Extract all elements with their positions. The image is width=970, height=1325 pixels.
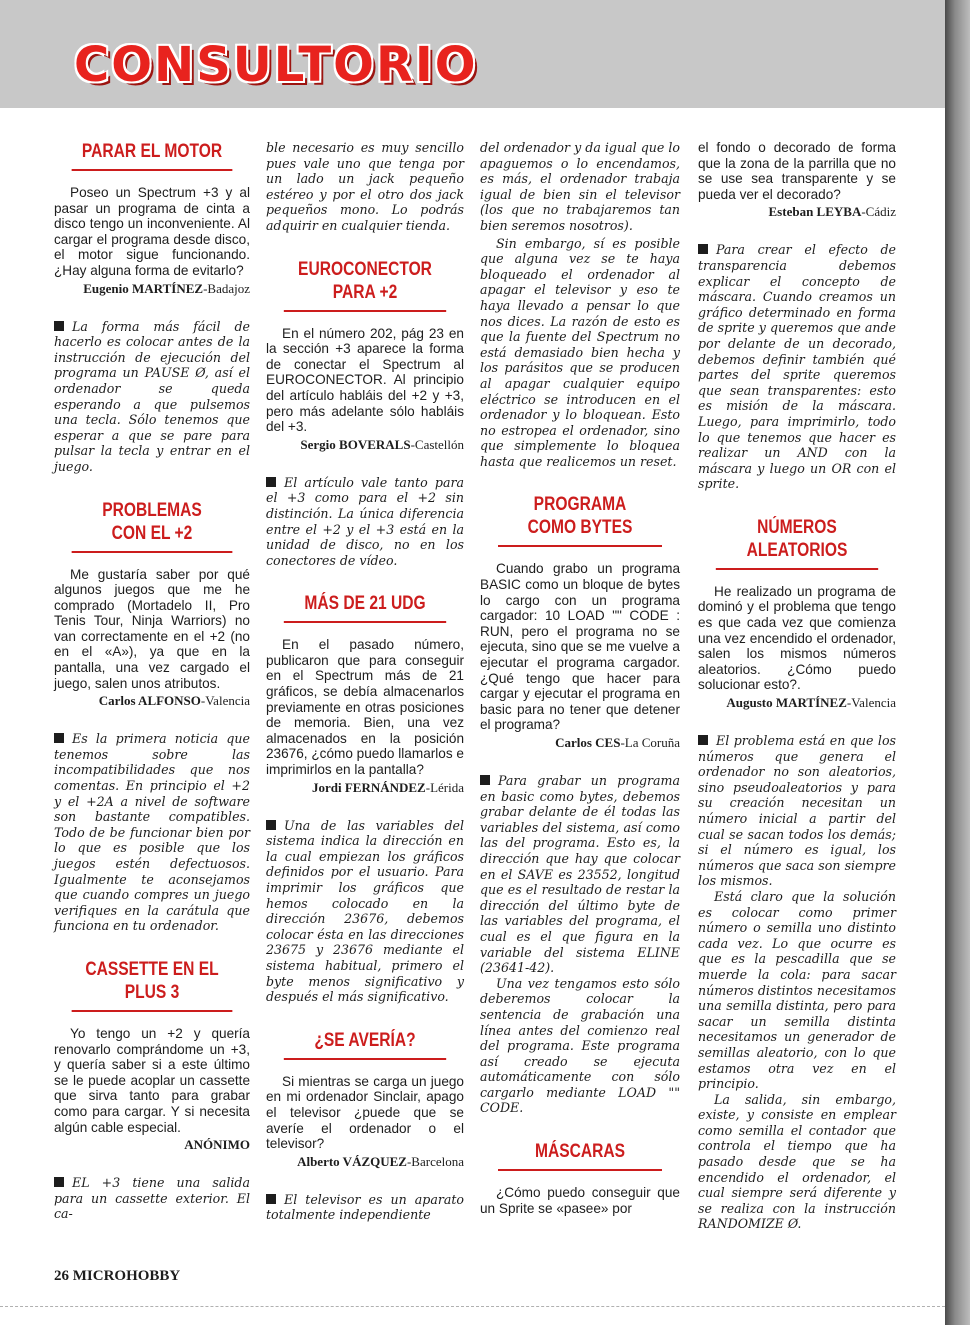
column-4	[698, 140, 896, 1256]
bullet-square-icon	[54, 1177, 64, 1187]
signature: Esteban LEYBA-Cádiz	[768, 204, 896, 220]
signature: Carlos CES-La Coruña	[555, 735, 680, 750]
signature: Carlos ALFONSO-Valencia	[98, 693, 250, 709]
signature: Eugenio MARTÍNEZ-Badajoz	[83, 280, 250, 296]
heading-mascaras: MÁSCARAS	[498, 1140, 662, 1171]
heading-problemas-con-el-2: PROBLEMAS CON EL +2	[72, 499, 233, 553]
column-1	[54, 140, 250, 1246]
answer-text: Para crear el efecto de transparencia debemos explicar el concepto de máscara. Cuando creamos un gráfico determinado en forma de sprite y queremos que ande por delante de un decorado, debemos definir también qué partes del sprite queremos que sean transparentes: esto es misión de la máscara. Luego, para imprimirlo, todo lo que tenemos que hacer es realizar un AND con la máscara y luego un OR con el sprite.	[698, 242, 896, 492]
heading-euroconector-para-2: EUROCONECTOR PARA +2	[284, 258, 446, 312]
signature: Jordi FERNÁNDEZ-Lérida	[311, 779, 464, 795]
answer-text: Una de las variables del sistema indica la dirección en la cual empiezan los gráficos definidos por el usuario. Para imprimir los gráficos que hemos colocado en la dirección 23676, debemos colocar ésta en las direcciones 23675 y 23676 mediante el sistema habitual, primero el byte menos significativo y después el más significativo.	[266, 817, 464, 1005]
question-continuation: el fondo o decorado de forma que la zona de la parrilla que no se use sea transparente y se pueda ver el decorado?	[698, 140, 896, 202]
signature: ANÓNIMO	[184, 1137, 250, 1153]
question-text: Yo tengo un +2 y quería renovarlo comprándome un +3, y quería saber si a este último se le puede acoplar un cassette que sirva tanto para grabar como para cargar. Y si necesita algún cable especial.	[54, 1025, 250, 1135]
signature: Alberto VÁZQUEZ-Barcelona	[297, 1153, 464, 1169]
answer-text: Es la primera noticia que tenemos sobre las incompatibilidades que nos comentas. En principio el +2 y el +2A a nivel de software son bastante compatibles. Todo de be funcionar bien por lo que es posible que los juegos estén defectuosos. Igualmente te aconsejamos que cuando compres un juego verifiques en la carátula que funciona en tu ordenador.	[54, 731, 250, 934]
bullet-square-icon	[480, 775, 490, 785]
answer-continuation: ble necesario es muy sencillo pues vale uno que tenga por un lado un jack pequeño estéreo y por el otro dos jack pequeños mono. Lo podrás adquirir en cualquier tienda.	[266, 140, 464, 233]
heading-se-averia: ¿SE AVERÍA?	[284, 1029, 446, 1060]
answer-text: El televisor es un aparato totalmente independiente	[266, 1191, 464, 1223]
question-text: Me gustaría saber por qué algunos juegos que me he comprado (Mortadelo II, Pro Tenis Tour, Ninja Warriors) no van correctamente en el +2 (no en el «A»), ya que en la pantalla, una vez cargado el juego, salen unos atributos.	[54, 566, 250, 691]
heading-programa-como-bytes: PROGRAMA COMO BYTES	[498, 493, 662, 547]
answer-text: Para grabar un programa en basic como bytes, debemos grabar delante de él todas las variables del sistema, así como las del programa. Esto es, la dirección que hay que colocar en el SAVE es 23552, longitud que es el resultado de restar la dirección del último byte de las variables del programa, el cual es el que figura en la variable del sistema ELINE (23641-42). Una vez tengamos esto sólo deberemos colocar la sentencia de grabación una línea antes del comienzo real del programa. Este programa así creado se ejecuta automáticamente con sólo cargarlo mediante LOAD "" CODE.	[480, 773, 680, 1116]
heading-parar-el-motor: PARAR EL MOTOR	[72, 140, 233, 171]
bullet-square-icon	[54, 321, 64, 331]
section-title: CONSULTORIO	[74, 37, 478, 93]
page-edge	[945, 0, 970, 1325]
bullet-square-icon	[698, 735, 708, 745]
question-text: ¿Cómo puedo conseguir que un Sprite se «pasee» por	[480, 1185, 680, 1216]
heading-cassette-en-el-plus-3: CASSETTE EN EL PLUS 3	[72, 958, 233, 1012]
column-2	[266, 140, 464, 1247]
question-text: En el pasado número, publicaron que para conseguir en el Spectrum más de 21 gráficos, se debía almacenarlos previamente en otras posiciones de memoria. Bien, una vez almacenados en la posición 23676, ¿cómo puedo llamarlos e imprimirlos en la pantalla?	[266, 637, 464, 778]
heading-numeros-aleatorios: NÚMEROS ALEATORIOS	[716, 516, 878, 570]
bullet-square-icon	[266, 1194, 276, 1204]
question-text: He realizado un programa de dominó y el problema que tengo es que cada vez que comienza una vez encendido el ordenador, salen los mismos números aleatorios. ¿Cómo puedo solucionar esto?.	[698, 583, 896, 693]
bullet-square-icon	[266, 477, 276, 487]
answer-text: El artículo vale tanto para el +3 como para el +2 sin distinción. La única diferencia entre el +2 y el +3 está en la unidad de disco, no en los conectores de vídeo.	[266, 474, 464, 568]
question-text: Si mientras se carga un juego en mi ordenador Sinclair, apago el televisor ¿puede que se averíe el ordenador o el televisor?	[266, 1073, 464, 1152]
answer-text: El problema está en que los números que genera el ordenador no son aleatorios, sino pseudoaleatorios y para su creación necesitan un número inicial a partir del cual se sacan todos los demás; si el número es igual, los números que saca son siempre los mismos. Está claro que la solución es colocar como primer número o semilla uno distinto cada vez. Lo que ocurre es que es la pescadilla que se muerde la cola: para sacar números distintos necesitamos una semilla distinta, pero para sacar un semilla distinta necesitamos un generador de semillas aleatorio, con lo que estamos otra vez en el principio. La salida, sin embargo, existe, y consiste en emplear como semilla el contador que controla el tiempo que ha pasado desde que se ha encendido el ordenador, el cual siempre será diferente y se realiza con la instrucción RANDOMIZE Ø.	[698, 733, 896, 1232]
question-text: Poseo un Spectrum +3 y al pasar un programa de cinta a disco tengo un inconveniente. Al cargar el programa desde disco, el motor sigue funcionando. ¿Hay alguna forma de evitarlo?	[54, 185, 250, 278]
bullet-square-icon	[698, 244, 708, 254]
answer-text: La forma más fácil de hacerlo es colocar antes de la instrucción de ejecución del programa un PAUSE Ø, así el ordenador se queda esperando a que pulsemos una tecla. Sólo tenemos que esperar a que se pare para pulsar la tecla y entrar en el juego.	[54, 318, 250, 474]
footer-rule	[0, 1306, 945, 1307]
answer-text: EL +3 tiene una salida para un cassette exterior. El ca-	[54, 1175, 250, 1222]
answer-continuation: Sin embargo, sí es posible que alguna vez se te haya bloqueado el ordenador al apagar el televisor y eso te haya llevado a pensar lo que nos dices. La razón de esto es que la fuente del Spectrum no está demasiado bien hecha y los parásitos que se producen al apagar cualquier equipo eléctrico se introducen en el ordenador y lo bloquean. Esto no estropea el ordenador, sino que simplemente lo bloquea hasta que realicemos un reset.	[480, 235, 680, 469]
column-3	[480, 140, 680, 1218]
question-text: Cuando grabo un programa BASIC como un bloque de bytes lo cargo con un programa cargador: 10 LOAD "" CODE : RUN, pero el programa no se ejecuta, sino que se me vuelve a ejecutar el programa cargador. ¿Qué tengo que hacer para cargar y ejecutar el programa en basic para no tener que detener el programa?	[480, 561, 680, 733]
bullet-square-icon	[266, 820, 276, 830]
signature: Augusto MARTÍNEZ-Valencia	[726, 695, 896, 711]
heading-mas-de-21-udg: MÁS DE 21 UDG	[284, 592, 446, 623]
signature: Sergio BOVERALS-Castellón	[300, 436, 464, 452]
bullet-square-icon	[54, 733, 64, 743]
page-footer: 26 MICROHOBBY	[54, 1268, 181, 1284]
answer-continuation: del ordenador y da igual que lo apaguemos o lo encendamos, es más, el ordenador trabaja igual de bien sin el televisor (los que no trabajaremos tan bien seremos nosotros).	[480, 140, 680, 233]
question-text: En el número 202, pág 23 en la sección +3 aparece la forma de conectar el Spectrum al EUROCONECTOR. Al principio del artículo habláis del +2 y +3, pero más adelante sólo habláis del +3.	[266, 325, 464, 435]
